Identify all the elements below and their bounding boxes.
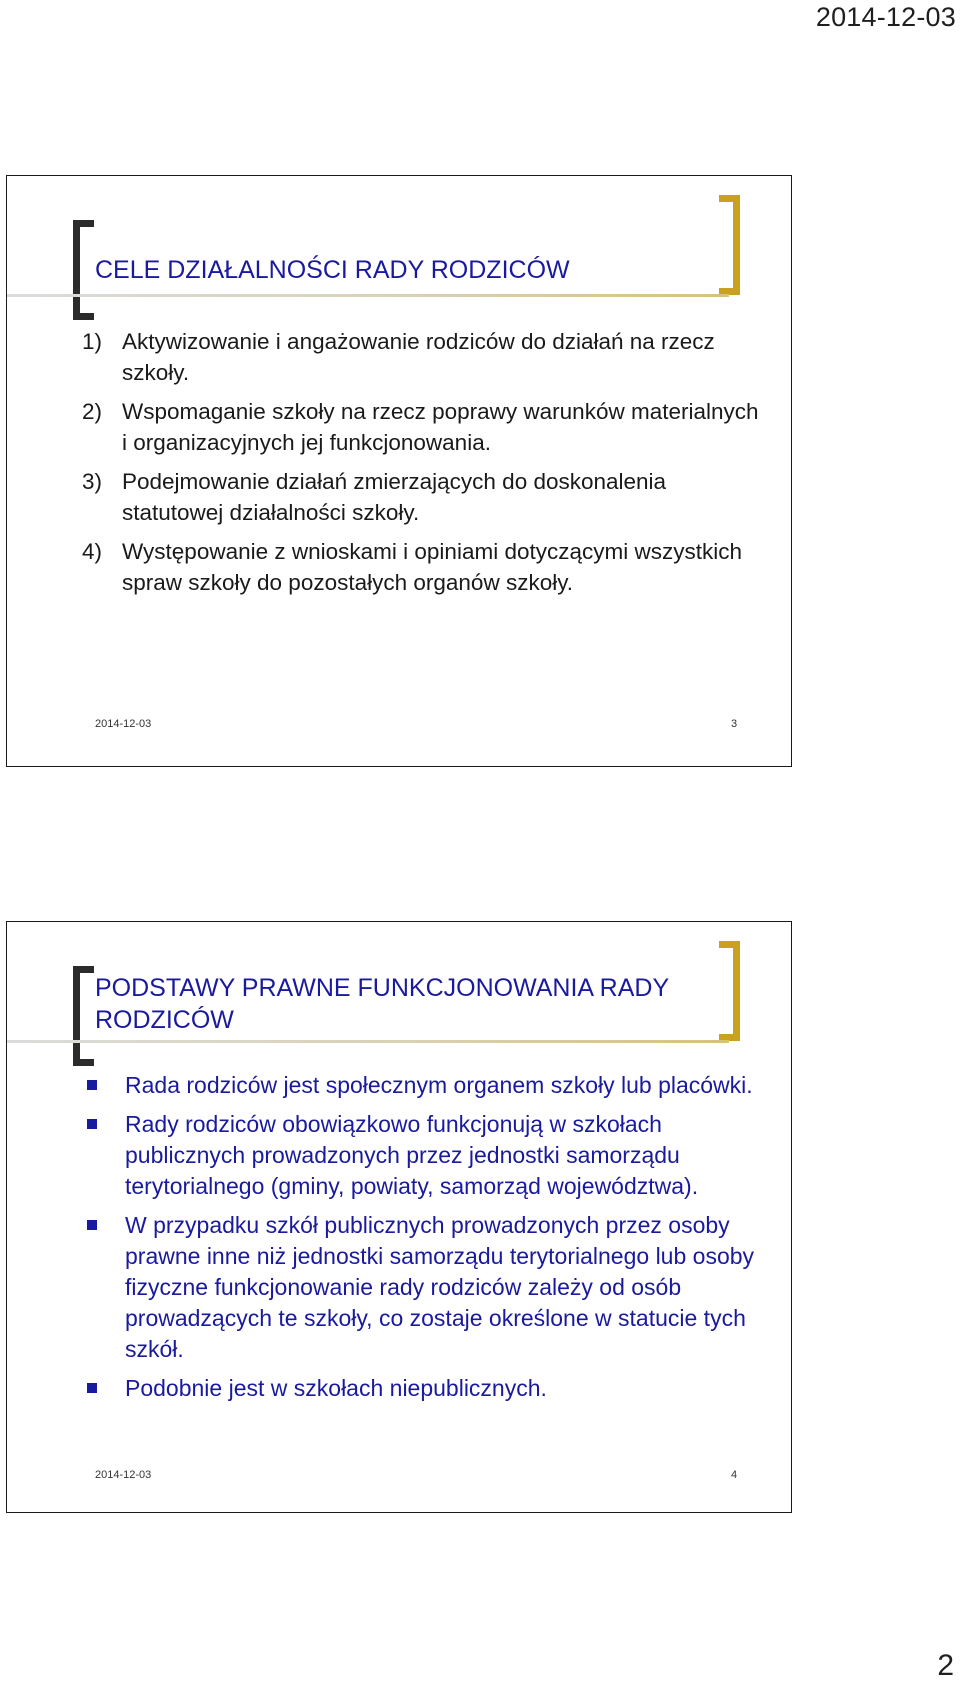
square-bullet-icon: [87, 1080, 97, 1090]
slide-number: 3: [731, 718, 738, 730]
slide-footer-date: 2014-12-03: [95, 1469, 152, 1481]
slide-number: 4: [731, 1469, 738, 1481]
list-item-number: 1): [82, 329, 103, 354]
list-item-text: Wspomaganie szkoły na rzecz poprawy warunków materialnych i organizacyjnych jej funkcjonowania.: [122, 399, 759, 455]
list-item: [87, 1373, 761, 1404]
list-item: [82, 466, 761, 528]
slide-title: CELE DZIAŁALNOŚCI RADY RODZICÓW: [95, 256, 570, 284]
right-bracket-icon: [719, 195, 740, 295]
square-bullet-icon: [87, 1220, 97, 1230]
list-item-text: Rady rodziców obowiązkowo funkcjonują w szkołach publicznych prowadzonych przez jednostki samorządu terytorialnego (gminy, powiaty, samorząd województwa).: [125, 1111, 699, 1199]
left-bracket-icon: [73, 220, 94, 320]
list-item-number: 3): [82, 469, 103, 494]
square-bullet-icon: [87, 1383, 97, 1393]
left-bracket-icon: [73, 966, 94, 1066]
title-underline: [7, 294, 729, 297]
numbered-list: [82, 326, 761, 606]
slide-footer-date: 2014-12-03: [95, 718, 152, 730]
slide-3: [6, 175, 792, 767]
list-item-text: Rada rodziców jest społecznym organem szkoły lub placówki.: [125, 1072, 753, 1098]
square-bullet-icon: [87, 1119, 97, 1129]
title-underline: [7, 1040, 729, 1043]
list-item: [82, 536, 761, 598]
bullet-list: [87, 1070, 761, 1412]
page-header-date: 2014-12-03: [815, 2, 956, 32]
slide-4: [6, 921, 792, 1513]
page-number: 2: [937, 1649, 954, 1682]
list-item: [87, 1070, 761, 1101]
list-item: [82, 326, 761, 388]
list-item-number: 2): [82, 399, 103, 424]
list-item-text: Podejmowanie działań zmierzających do doskonalenia statutowej działalności szkoły.: [122, 469, 667, 525]
list-item-text: Występowanie z wnioskami i opiniami dotyczącymi wszystkich spraw szkoły do pozostałych organów szkoły.: [122, 539, 742, 595]
list-item-text: Podobnie jest w szkołach niepublicznych.: [125, 1375, 547, 1401]
list-item-text: Aktywizowanie i angażowanie rodziców do działań na rzecz szkoły.: [122, 329, 715, 385]
list-item-text: W przypadku szkół publicznych prowadzonych przez osoby prawne inne niż jednostki samorządu terytorialnego lub osoby fizyczne funkcjonowanie rady rodziców zależy od osób prowadzących te szkoły, co zostaje określone w statucie tych szkół.: [125, 1212, 755, 1362]
list-item-number: 4): [82, 539, 103, 564]
list-item: [82, 396, 761, 458]
slide-title: PODSTAWY PRAWNE FUNKCJONOWANIA RADY RODZICÓW: [95, 974, 669, 1034]
list-item: [87, 1109, 761, 1202]
list-item: [87, 1210, 761, 1365]
